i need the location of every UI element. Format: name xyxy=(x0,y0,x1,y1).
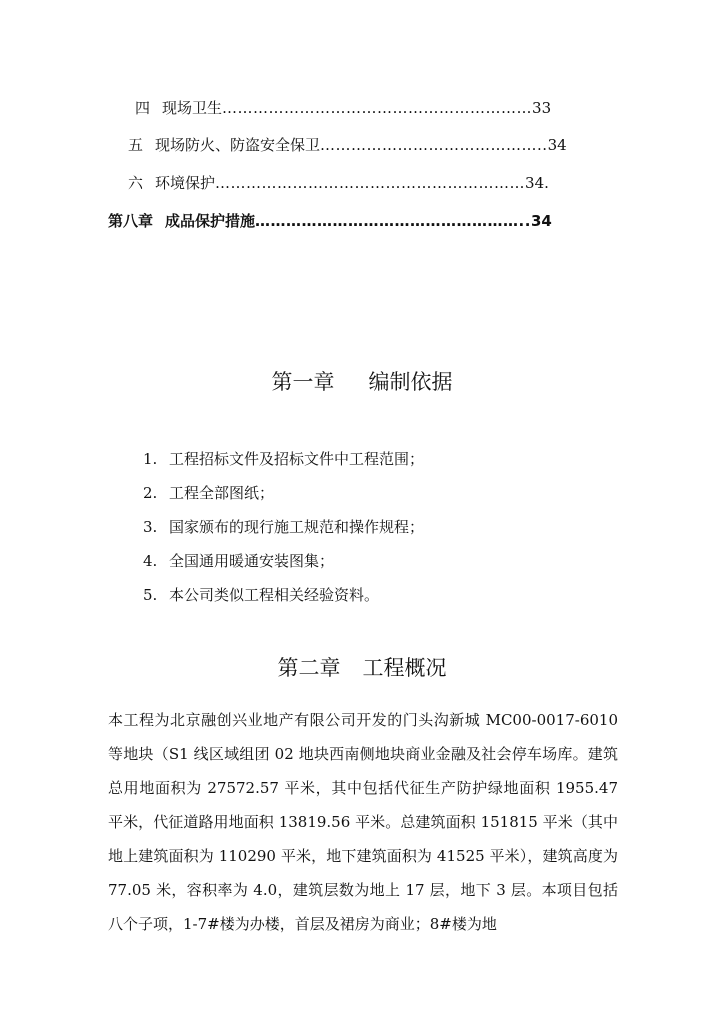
list-item-number: 2. xyxy=(143,484,158,502)
list-item-text: 国家颁布的现行施工规范和操作规程； xyxy=(169,518,425,536)
list-item xyxy=(143,516,424,550)
list-item-number: 3. xyxy=(143,518,158,536)
toc-entry-number: 五 xyxy=(128,136,144,154)
toc-entry[interactable] xyxy=(128,134,567,155)
toc-entry-leader: …………………………………….. xyxy=(320,136,548,154)
list-item-number: 1. xyxy=(143,450,158,468)
list-item-text: 工程招标文件及招标文件中工程范围； xyxy=(169,450,425,468)
toc-entry-page: 34. xyxy=(525,174,549,192)
chapter-one-heading xyxy=(0,366,724,396)
toc-entry-leader: …………………………………………….. xyxy=(255,212,531,230)
list-item xyxy=(143,448,424,482)
toc-entry-title: 环境保护 xyxy=(155,174,216,192)
list-item-number: 5. xyxy=(143,586,158,604)
list-item-text: 本公司类似工程相关经验资料。 xyxy=(169,586,380,604)
chapter-two-title: 工程概况 xyxy=(362,656,447,680)
toc-entry-leader: …………………………………………………… xyxy=(215,174,526,192)
list-item xyxy=(143,584,424,618)
toc-entry-page: 34 xyxy=(547,136,567,154)
list-item-number: 4. xyxy=(143,552,158,570)
chapter-one-number: 第一章 xyxy=(271,370,335,394)
toc-entry-page: 33 xyxy=(532,99,552,117)
toc-entry-number: 四 xyxy=(135,99,151,117)
list-item xyxy=(143,550,424,584)
toc-entry[interactable] xyxy=(135,97,551,118)
toc-entry-title: 成品保护措施 xyxy=(165,212,256,230)
basis-list xyxy=(143,448,424,618)
toc-entry-number: 六 xyxy=(128,174,144,192)
list-item xyxy=(143,482,424,516)
chapter-two-heading xyxy=(0,652,724,682)
toc-entry-leader: …………………………………………………… xyxy=(222,99,533,117)
chapter-one-title: 编制依据 xyxy=(368,370,453,394)
chapter-two-number: 第二章 xyxy=(277,656,341,680)
toc-entry-chapter[interactable] xyxy=(108,210,552,231)
list-item-text: 全国通用暖通安装图集； xyxy=(169,552,335,570)
list-item-text: 工程全部图纸； xyxy=(169,484,275,502)
toc-entry[interactable] xyxy=(128,172,549,193)
toc-entry-title: 现场防火、防盗安全保卫 xyxy=(155,136,321,154)
toc-entry-page: 34 xyxy=(530,212,552,230)
toc-entry-title: 现场卫生 xyxy=(162,99,223,117)
project-overview-paragraph: 本工程为北京融创兴业地产有限公司开发的门头沟新城 MC00-0017-6010 等地块（S1 线区域组团 02 地块西南侧地块商业金融及社会停车场库。建筑总用地面积为 27572.57 平米，其中包括代征生产防护绿地面积 1955.47 平米，代征道路用地面积 13819.56 平米。总建筑面积 151815 平米（其中地上建筑面积为 110290 平米，地下建筑面积为 41525 平米），建筑高度为 77.05 米，容积率为 4.0，建筑层数为地上 17 层，地下 3 层。本项目包括八个子项，1-7#楼为办楼，首层及裙房为商业；8#楼为地 xyxy=(108,711,618,933)
toc-entry-number: 第八章 xyxy=(108,212,154,230)
